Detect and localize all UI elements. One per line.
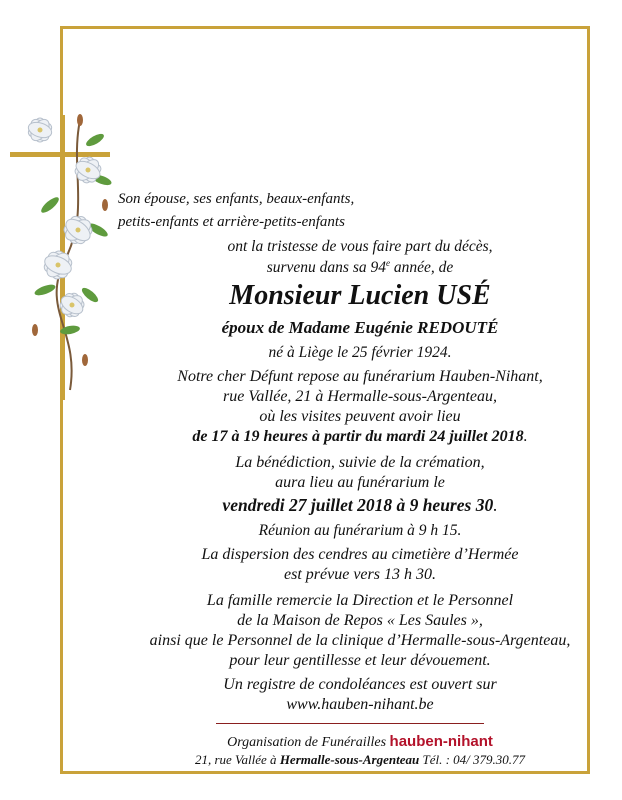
footer-separator xyxy=(216,723,484,724)
registry-line: Un registre de condoléances est ouvert sur xyxy=(223,676,497,693)
dispersion-line-2: est prévue vers 13 h 30. xyxy=(284,566,436,583)
family-line-1: Son épouse, ses enfants, beaux-enfants, xyxy=(118,191,355,207)
dispersion-line-1: La dispersion des cendres au cimetière d’Hermée xyxy=(201,546,519,563)
announce-line-2: survenu dans sa 94e année, de xyxy=(266,258,454,277)
visit-line-3: où les visites peuvent avoir lieu xyxy=(259,408,461,425)
registry-website[interactable]: www.hauben-nihant.be xyxy=(286,696,434,713)
visit-line-2: rue Vallée, 21 à Hermalle-sous-Argenteau, xyxy=(222,388,498,405)
thanks-line-2: de la Maison de Repos « Les Saules », xyxy=(237,612,483,629)
family-line-2: petits-enfants et arrière-petits-enfants xyxy=(118,214,345,230)
visit-hours: de 17 à 19 heures à partir du mardi 24 juillet 2018. xyxy=(192,428,528,445)
ceremony-line-1: La bénédiction, suivie de la crémation, xyxy=(235,454,485,471)
footer-address: 21, rue Vallée à Hermalle-sous-Argenteau Tél. : 04/ 379.30.77 xyxy=(194,752,526,767)
ceremony-date: vendredi 27 juillet 2018 à 9 heures 30. xyxy=(222,495,498,515)
deceased-name: Monsieur Lucien USÉ xyxy=(229,280,491,311)
brand-logo-text: hauben-nihant xyxy=(389,733,493,750)
footer-organisation: Organisation de Funérailles hauben-nihant xyxy=(227,733,493,750)
deceased-spouse: époux de Madame Eugénie REDOUTÉ xyxy=(221,318,499,337)
birth-info: né à Liège le 25 février 1924. xyxy=(268,344,452,361)
visit-line-1: Notre cher Défunt repose au funérarium Hauben-Nihant, xyxy=(177,368,543,385)
meeting-info: Réunion au funérarium à 9 h 15. xyxy=(258,522,462,539)
thanks-line-4: pour leur gentillesse et leur dévouement. xyxy=(229,652,491,669)
announce-line-1: ont la tristesse de vous faire part du décès, xyxy=(227,238,493,255)
cross-horizontal-beam xyxy=(10,152,110,157)
thanks-line-1: La famille remercie la Direction et le Personnel xyxy=(206,592,514,609)
thanks-line-3: ainsi que le Personnel de la clinique d’Hermalle-sous-Argenteau, xyxy=(149,632,571,649)
cross-with-flowers-decoration xyxy=(10,110,120,400)
ceremony-line-2: aura lieu au funérarium le xyxy=(275,474,445,491)
